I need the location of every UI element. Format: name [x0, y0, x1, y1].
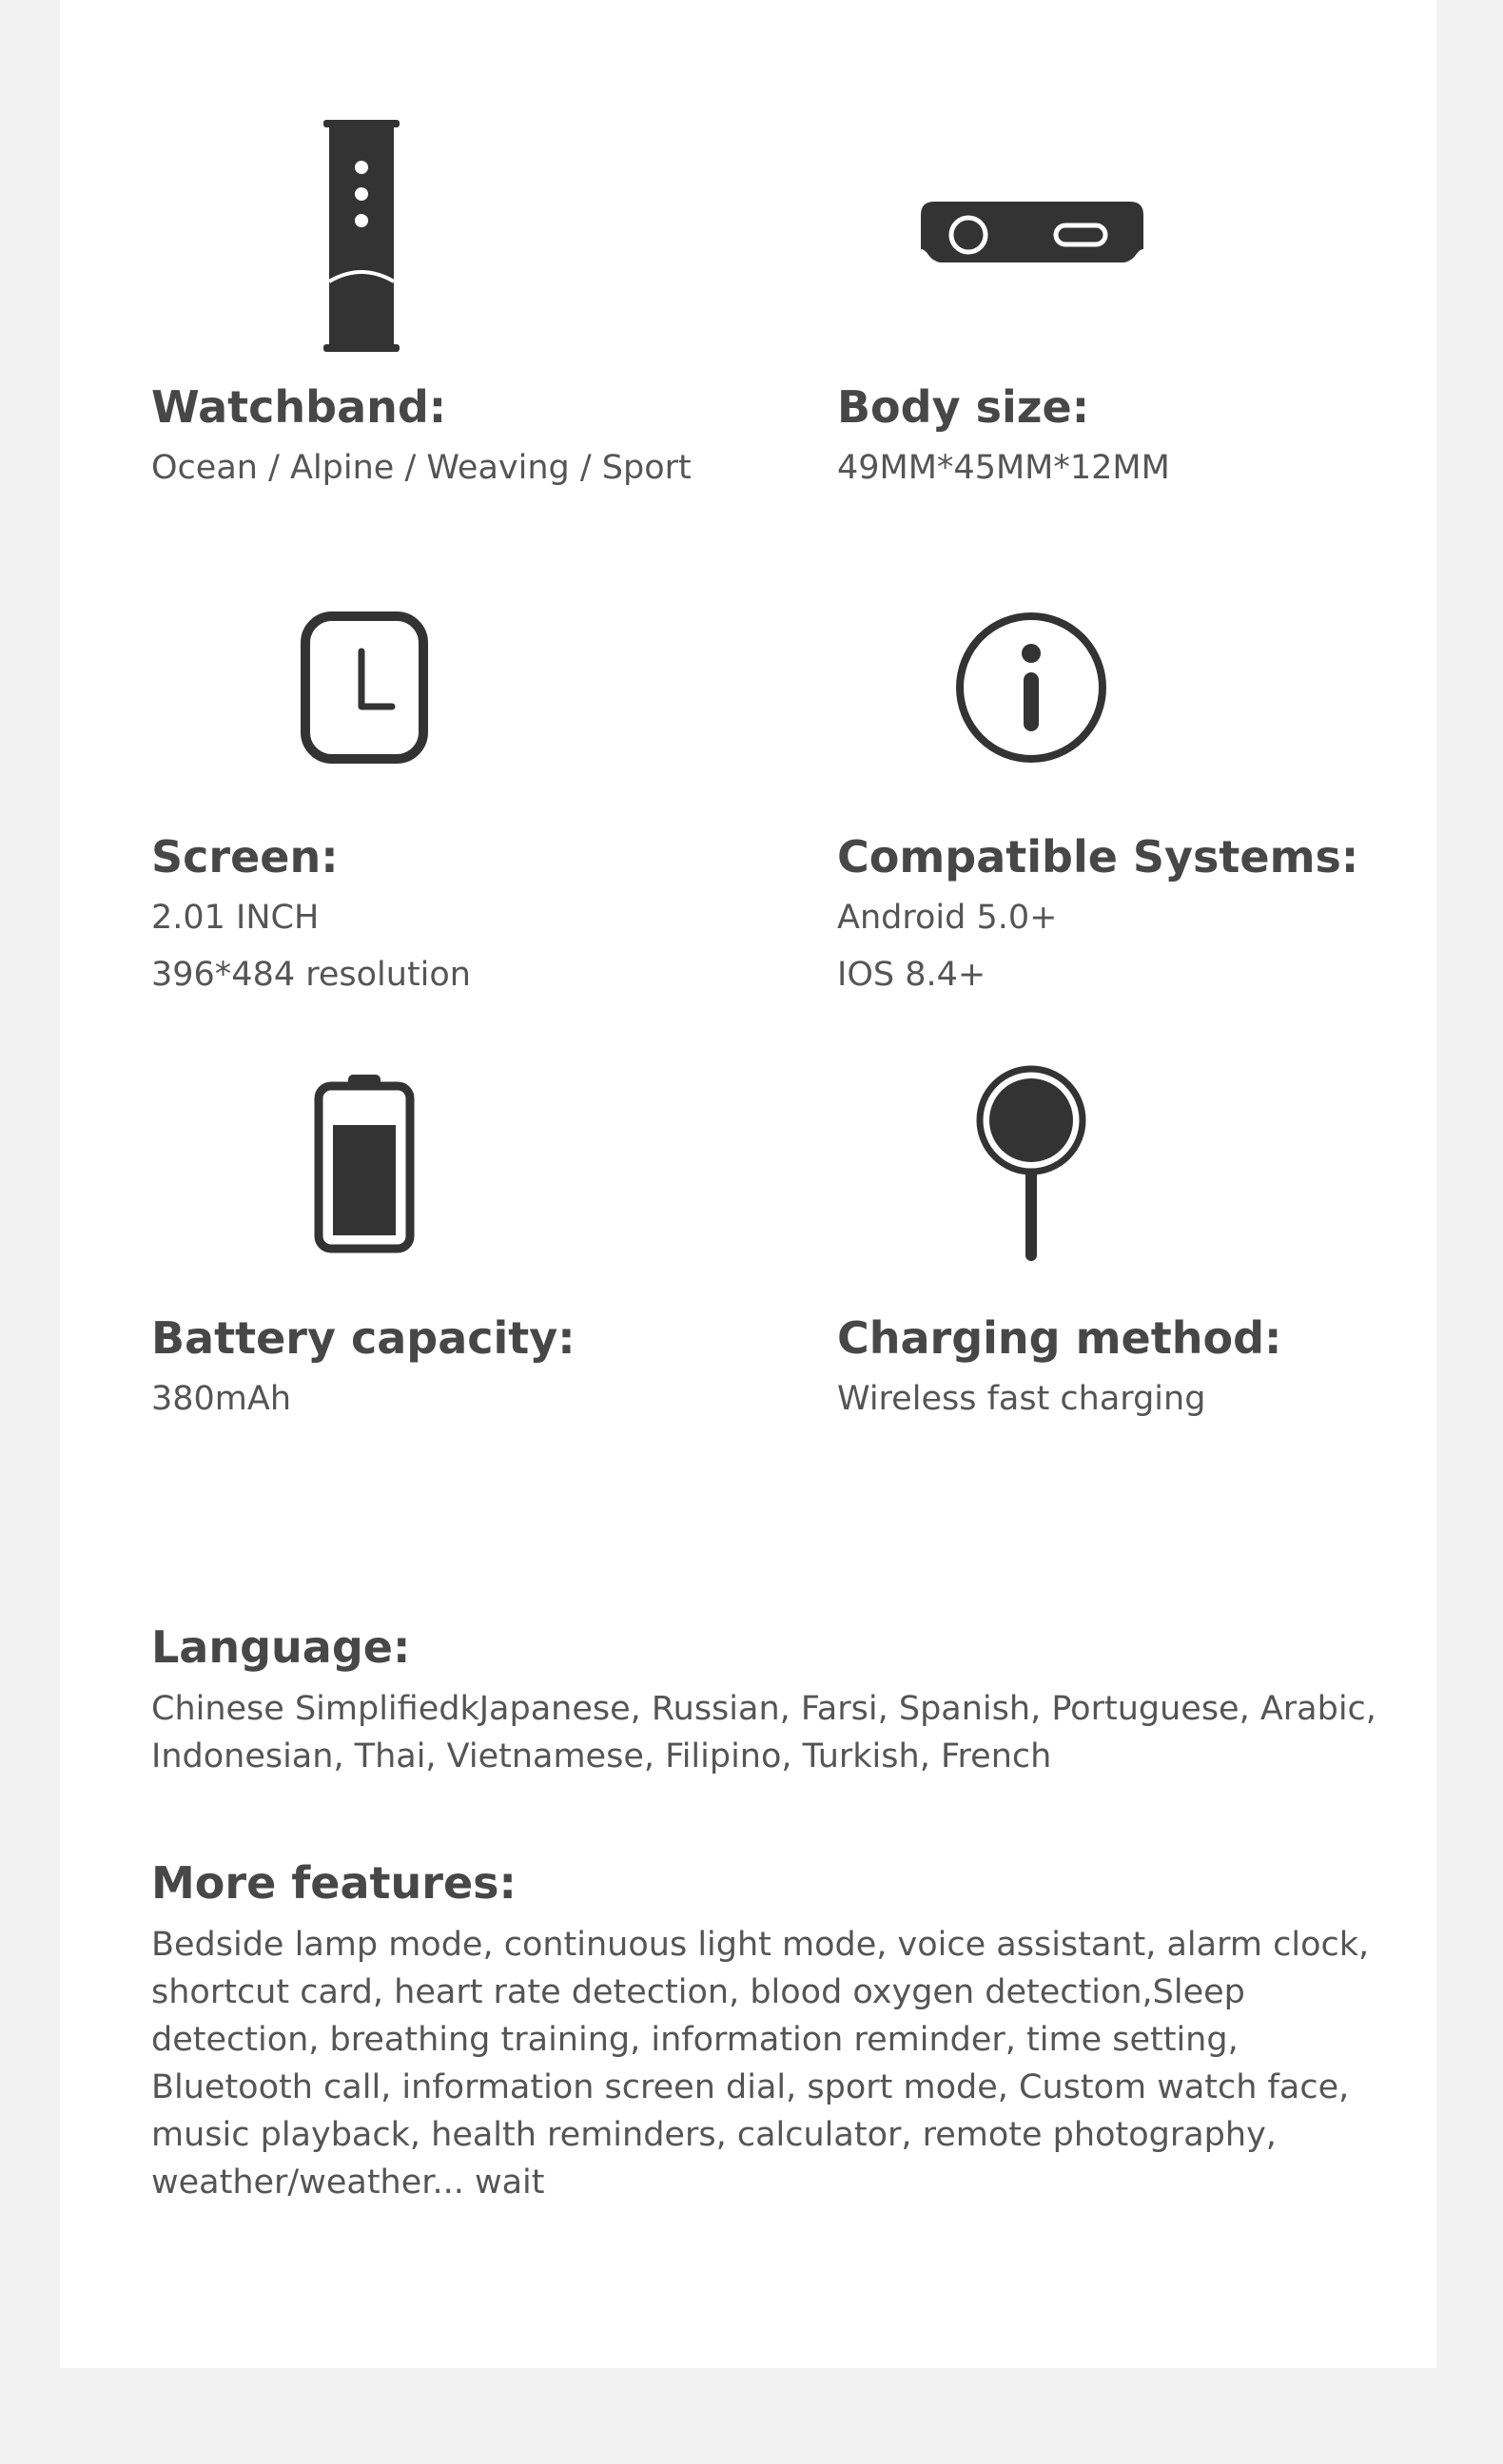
- body-size-title: Body size:: [837, 381, 1090, 433]
- compatible-ios: IOS 8.4+: [837, 956, 986, 994]
- watchband-title: Watchband:: [151, 381, 447, 433]
- charging-value: Wireless fast charging: [837, 1380, 1206, 1418]
- compatible-android: Android 5.0+: [837, 899, 1058, 937]
- watchband-value: Ocean / Alpine / Weaving / Sport: [151, 449, 692, 487]
- screen-title: Screen:: [151, 831, 339, 883]
- compatible-systems-title: Compatible Systems:: [837, 831, 1359, 883]
- screen-size: 2.01 INCH: [151, 899, 320, 937]
- body-size-value: 49MM*45MM*12MM: [837, 449, 1170, 487]
- features-title: More features:: [151, 1857, 517, 1909]
- features-list: Bedside lamp mode, continuous light mode, voice assistant, alarm clock, shortcut card, heart rate detection, blood oxygen detection,Sleep detection, breathing training, information reminder, time setting, Bluetooth call, information screen dial, sport mode, Custom watch face, music playback, health reminders, calculator, remote photography, weather/weather... wait: [151, 1926, 1370, 2202]
- battery-value: 380mAh: [151, 1380, 292, 1418]
- battery-title: Battery capacity:: [151, 1312, 576, 1364]
- language-list: Chinese SimplifiedkJapanese, Russian, Farsi, Spanish, Portuguese, Arabic, Indonesian, Thai, Vietnamese, Filipino, Turkish, French: [151, 1690, 1376, 1775]
- info-icon: [955, 611, 1107, 764]
- screen-resolution: 396*484 resolution: [151, 956, 471, 994]
- wireless-charger-icon: [974, 1065, 1088, 1263]
- battery-icon: [314, 1075, 415, 1253]
- body-side-icon: [921, 202, 1143, 268]
- watch-face-icon: [301, 611, 428, 764]
- watchband-icon: [316, 120, 407, 352]
- charging-title: Charging method:: [837, 1312, 1282, 1364]
- language-title: Language:: [151, 1621, 411, 1673]
